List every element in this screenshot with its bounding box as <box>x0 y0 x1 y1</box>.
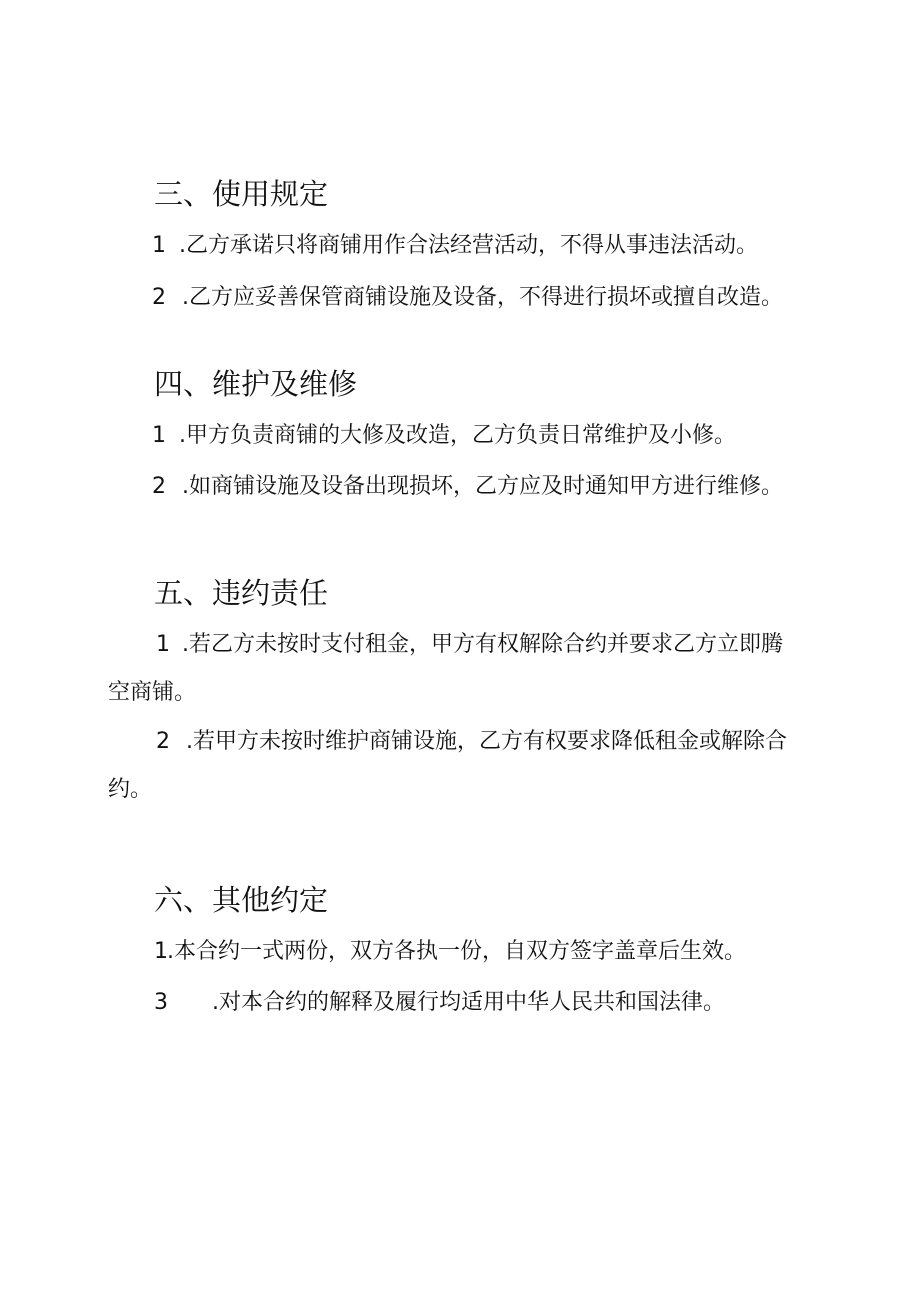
list-item <box>152 231 758 261</box>
list-item <box>108 621 783 717</box>
section-heading-usage: 三、使用规定 <box>154 177 329 211</box>
list-item <box>152 421 736 451</box>
item-text: .本合约一式两份，双方各执一份，自双方签字盖章后生效。 <box>167 939 746 964</box>
item-text: .乙方承诺只将商铺用作合法经营活动，不得从事违法活动。 <box>179 233 758 258</box>
section-heading-breach: 五、违约责任 <box>154 576 329 610</box>
list-item <box>154 988 725 1018</box>
section-heading-maintenance: 四、维护及维修 <box>154 367 358 401</box>
item-line <box>108 718 787 766</box>
item-number: 1 <box>156 632 170 657</box>
item-number: 2 <box>152 474 166 499</box>
item-number: 2 <box>156 729 170 754</box>
item-line-continued: 空商铺。 <box>108 680 197 705</box>
item-text: .对本合约的解释及履行均适用中华人民共和国法律。 <box>212 990 725 1015</box>
item-text: .乙方应妥善保管商铺设施及设备，不得进行损坏或擅自改造。 <box>182 285 783 310</box>
list-item <box>152 283 783 313</box>
item-number: 1 <box>152 233 166 258</box>
item-line-continued: 约。 <box>108 777 153 802</box>
list-item <box>108 718 787 814</box>
section-heading-other: 六、其他约定 <box>154 883 329 917</box>
item-line <box>108 621 783 669</box>
item-text: .甲方负责商铺的大修及改造，乙方负责日常维护及小修。 <box>179 423 736 448</box>
item-text: .若乙方未按时支付租金，甲方有权解除合约并要求乙方立即腾 <box>182 632 783 657</box>
item-number: 1 <box>154 939 168 964</box>
list-item <box>152 472 783 502</box>
list-item <box>154 937 746 967</box>
item-number: 3 <box>154 990 168 1015</box>
item-number: 1 <box>152 423 166 448</box>
item-text: .若甲方未按时维护商铺设施，乙方有权要求降低租金或解除合 <box>186 729 787 754</box>
item-number: 2 <box>152 285 166 310</box>
item-text: .如商铺设施及设备出现损坏，乙方应及时通知甲方进行维修。 <box>182 474 783 499</box>
